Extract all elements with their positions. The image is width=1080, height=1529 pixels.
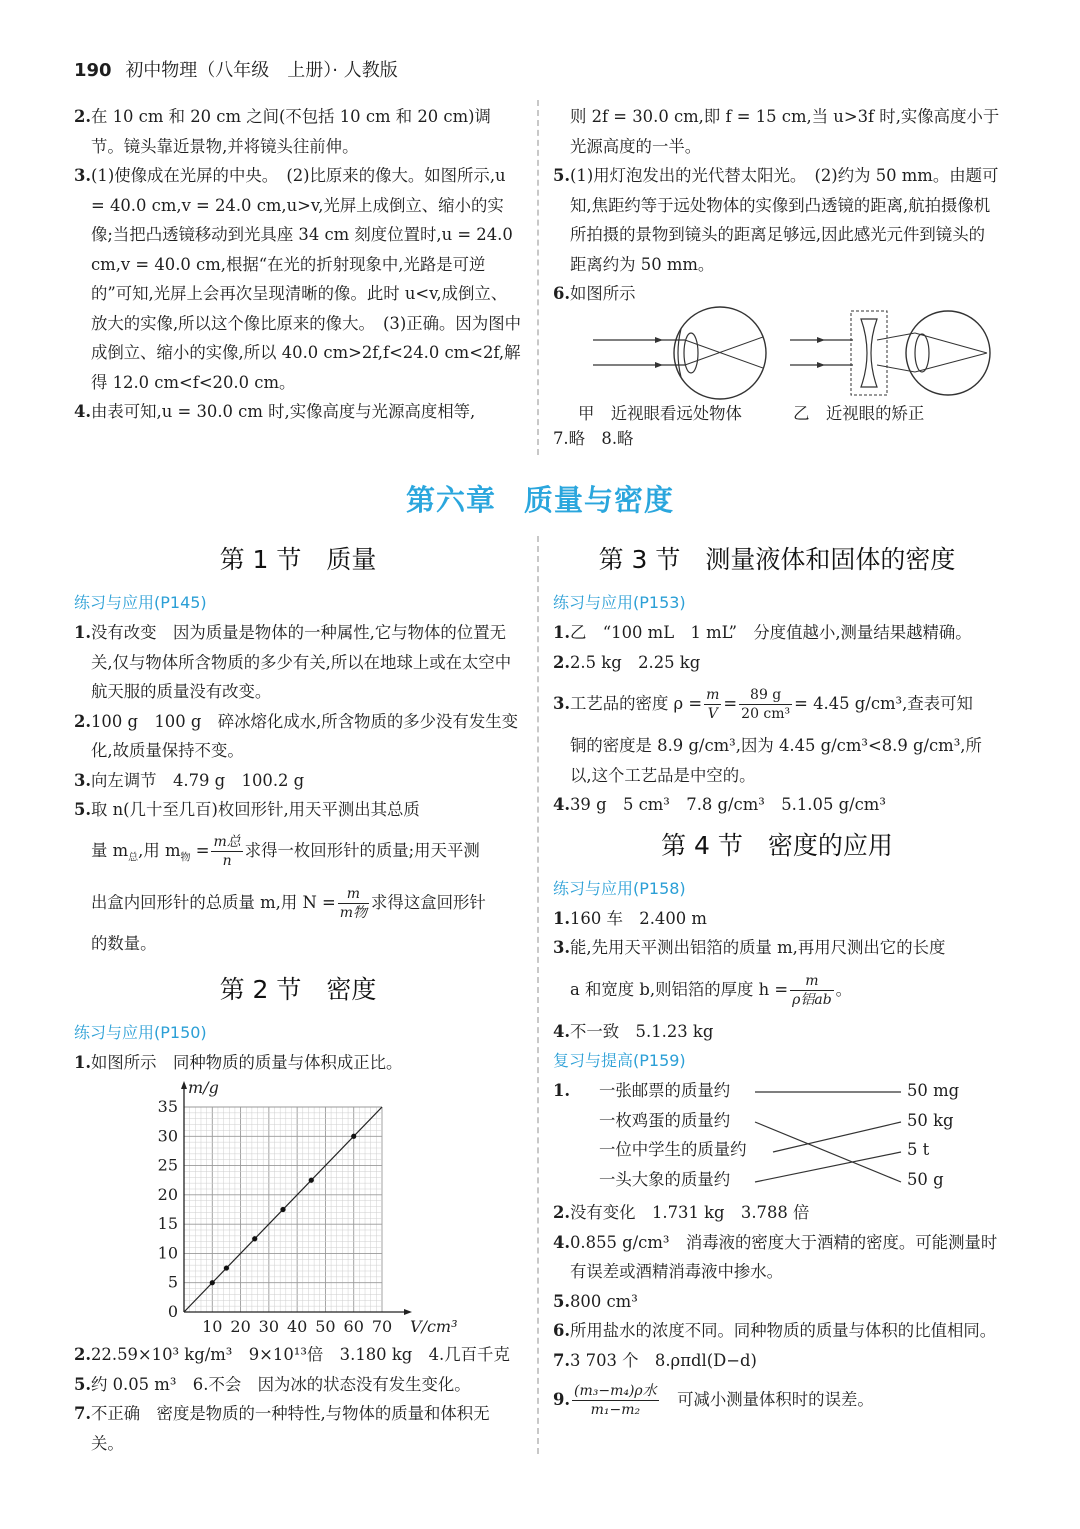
left-column-bottom <box>74 1340 522 1458</box>
y-tick-label: 15 <box>157 1214 178 1234</box>
x-tick-label: 70 <box>371 1317 393 1336</box>
fraction: $\frac{\text{m总}}{n}$ <box>213 833 241 869</box>
s3-answer-3: 3. 工艺品的密度 ρ = $\frac{m}{V}$ = $\frac{89 g}{\text{20 cm³}}$ = 4.45 g/cm³,查表可知 <box>553 687 973 722</box>
x-tick-label: 20 <box>230 1317 251 1336</box>
s4-answer-3: 3. 能,先用天平测出铝箔的质量 m,再用尺测出它的长度 <box>553 938 946 957</box>
answer-3: 3. (1)使像成在光屏的中央。 (2)比原来的像大。如图所示,u = 40.0 cm,v = 24.0 cm,u>v,光屏上成倒立、缩小的实像;当把凸透镜移动到光具座 34 cm 刻度位置时,u = 24.0 cm,v = 40.0 cm,根据“在光的折射现象中,光路是可逆的”可知,光屏上会再次呈现清晰的像。此时 u<v,成倒立、放大的实像,所以这个像比原来的像大。 (3)正确。因为图中成倒立、缩小的实像,所以 40.0 cm>2f,f<24.0 cm<2f,解得 12.0 cm<f<20.0 cm。 <box>74 166 521 392</box>
s2-answer-1: 1. 如图所示 同种物质的质量与体积成正比。 <box>74 1053 403 1072</box>
y-tick-label: 20 <box>157 1184 178 1204</box>
mass-volume-chart <box>150 1075 460 1345</box>
fraction: $\frac{m}{V}$ <box>706 687 720 722</box>
y-axis-label: m/g <box>188 1078 219 1097</box>
top-left-column <box>74 102 522 427</box>
s1-answer-5: 5. 取 n(几十至几百)枚回形针,用天平测出其总质 <box>74 800 420 819</box>
data-point <box>309 1178 314 1183</box>
r-answer-9: 9. $\frac{\text{(m₃−m₄)ρ水}}{\text{m₁−m₂}}$ 可减小测量体积时的误差。 <box>553 1383 874 1418</box>
y-axis-arrow <box>181 1081 187 1089</box>
s1-answer-2: 2. 100 g 100 g 碎冰熔化成水,所含物质的多少没有发生变化,故质量保持不变。 <box>74 711 518 760</box>
chapter-title: 第六章 质量与密度 <box>405 483 675 517</box>
data-point <box>351 1134 356 1139</box>
s1-answer-5-line4: 的数量。 <box>91 933 157 953</box>
match-left-item: 一张邮票的质量约 <box>599 1081 731 1100</box>
answer-4-cont: 则 2f = 30.0 cm,即 f = 15 cm,当 u>3f 时,实像高度小于光源高度的一半。 <box>570 107 1000 156</box>
column-divider-top <box>537 100 539 455</box>
r-answer-6: 6. 所用盐水的浓度不同。同种物质的质量与体积的比值相同。 <box>553 1321 997 1340</box>
y-tick-label: 10 <box>157 1243 178 1263</box>
s3-answer-4-5: 4. 39 g 5 cm³ 7.8 g/cm³ 5.1.05 g/cm³ <box>553 795 886 814</box>
match-right-item: 50 g <box>907 1169 944 1189</box>
answer-4: 4. 由表可知,u = 30.0 cm 时,实像高度与光源高度相等, <box>74 402 476 421</box>
exercise-header: 练习与应用(P150) <box>74 1023 207 1042</box>
s1-answer-5-line3: 出盒内回形针的总质量 m,用 N = $\frac{m}{\text{m物}}$ 求得这盒回形针 <box>91 885 486 921</box>
x-tick-label: 60 <box>343 1317 364 1336</box>
y-tick-label: 30 <box>157 1126 178 1146</box>
caption-left: 甲 近视眼看远处物体 <box>578 404 742 423</box>
x-tick-label: 10 <box>202 1317 223 1336</box>
s3-answer-3-cont: 铜的密度是 8.9 g/cm³,因为 4.45 g/cm³<8.9 g/cm³,所以,这个工艺品是中空的。 <box>570 736 982 785</box>
r-answer-4: 4. 0.855 g/cm³ 消毒液的密度大于酒精的密度。可能测量时有误差或酒精消毒液中掺水。 <box>553 1232 998 1281</box>
s2-answer-2-4: 2. 22.59×10³ kg/m³ 9×10¹³倍 3.180 kg 4.几百千克 <box>74 1345 510 1364</box>
s4-answer-1-2: 1. 160 车 2.400 m <box>553 908 707 928</box>
data-point <box>210 1280 215 1285</box>
match-right-item: 50 mg <box>907 1081 960 1100</box>
right-column <box>553 536 1001 1425</box>
x-tick-label: 50 <box>315 1317 336 1336</box>
s4-answer-3-cont: a 和宽度 b,则铝箔的厚度 h = $\frac{m}{\text{ρ铝ab}}$ 。 <box>570 972 853 1008</box>
r-answer-5: 5. 800 cm³ <box>553 1291 638 1311</box>
left-column <box>74 536 522 1078</box>
top-right-column <box>553 102 1001 309</box>
exercise-header: 练习与应用(P153) <box>553 593 686 612</box>
page-header <box>74 56 398 82</box>
y-tick-label: 5 <box>167 1272 178 1292</box>
s1-answer-1: 1. 没有改变 因为质量是物体的一种属性,它与物体的位置无关,仅与物体所含物质的多少有关,所以在地球上或在太空中航天服的质量没有改变。 <box>74 623 512 701</box>
match-right-item: 50 kg <box>907 1110 954 1130</box>
y-tick-label: 0 <box>167 1302 178 1321</box>
match-left-item: 一头大象的质量约 <box>599 1169 731 1189</box>
s3-answer-2: 2. 2.5 kg 2.25 kg <box>553 652 701 672</box>
fraction: $\frac{m}{\text{ρ铝ab}}$ <box>792 972 832 1008</box>
match-left-list <box>599 1076 747 1194</box>
caption-right: 乙 近视眼的矫正 <box>793 404 925 423</box>
s3-answer-1: 1. 乙 “100 mL 1 mL” 分度值越小,测量结果越精确。 <box>553 623 972 642</box>
answer-5: 5. (1)用灯泡发出的光代替太阳光。 (2)约为 50 mm。由题可知,焦距约等于远处物体的实像到凸透镜的距离,航拍摄像机所拍摄的景物到镜头的距离足够远,因此感光元件到镜头的距离约为 50 mm。 <box>553 166 999 274</box>
match-right-list <box>907 1076 959 1194</box>
data-point <box>280 1207 285 1212</box>
section-1-title: 第 1 节 质量 <box>219 545 377 574</box>
section-4-title: 第 4 节 密度的应用 <box>661 830 893 860</box>
s2-answer-5-6: 5. 约 0.05 m³ 6.不会 因为冰的状态没有发生变化。 <box>74 1374 471 1394</box>
y-tick-label: 25 <box>157 1155 178 1175</box>
data-point <box>252 1236 257 1241</box>
myopic-eye-diagram <box>593 307 766 399</box>
fraction: $\frac{\text{(m₃−m₄)ρ水}}{\text{m₁−m₂}}$ <box>574 1383 657 1418</box>
section-2-title: 第 2 节 密度 <box>219 975 377 1004</box>
corrected-eye-diagram <box>790 311 990 395</box>
match-right-item: 5 t <box>907 1140 930 1159</box>
book-title: 初中物理（八年级 上册）· 人教版 <box>125 60 398 81</box>
data-point <box>224 1265 229 1270</box>
fraction: $\frac{m}{\text{m物}}$ <box>339 885 368 921</box>
match-left-item: 一位中学生的质量约 <box>599 1140 747 1159</box>
matching-question: 1. 一张邮票的质量约 一枚鸡蛋的质量约 一位中学生的质量约 一头大象的质量约 50 mg 50 kg 5 t 50 g <box>553 1076 1001 1198</box>
s1-answer-5-line2: 量 $m_总$,用 $m_物$ = $\frac{\text{m总}}{n}$ 求得一枚回形针的质量;用天平测 <box>91 833 480 869</box>
exercise-header: 练习与应用(P145) <box>74 593 207 612</box>
x-tick-label: 30 <box>258 1317 280 1336</box>
s1-answer-3-4: 3. 向左调节 4.79 g 100.2 g <box>74 770 305 790</box>
page-number: 190 <box>74 60 112 81</box>
answer-2: 2. 在 10 cm 和 20 cm 之间(不包括 10 cm 和 20 cm)调节。镜头靠近景物,并将镜头往前伸。 <box>74 107 491 156</box>
x-axis-arrow <box>404 1309 412 1315</box>
review-header: 复习与提高(P159) <box>553 1051 686 1070</box>
x-axis-label: V/cm³ <box>410 1317 458 1336</box>
match-lines <box>753 1076 903 1198</box>
eye-captions <box>578 400 1028 424</box>
answer-7-8: 7.略 8.略 <box>553 429 634 448</box>
answer-6: 6. 如图所示 <box>553 284 636 303</box>
fraction: $\frac{89 g}{\text{20 cm³}}$ <box>741 687 791 722</box>
r-answer-2-3: 2. 没有变化 1.731 kg 3.788 倍 <box>553 1203 810 1222</box>
column-divider-bottom <box>537 536 539 1454</box>
y-tick-label: 35 <box>157 1097 178 1116</box>
s4-answer-4-5: 4. 不一致 5.1.23 kg <box>553 1021 714 1041</box>
r-answer-7-8: 7. 3 703 个 8.ρπdl(D−d) <box>553 1350 757 1370</box>
section-3-title: 第 3 节 测量液体和固体的密度 <box>598 545 956 574</box>
exercise-header: 练习与应用(P158) <box>553 878 686 898</box>
eye-diagram <box>585 305 1005 405</box>
x-tick-label: 40 <box>286 1317 308 1336</box>
s2-answer-7: 7. 不正确 密度是物质的一种特性,与物体的质量和体积无关。 <box>74 1404 490 1453</box>
match-left-item: 一枚鸡蛋的质量约 <box>599 1110 731 1130</box>
